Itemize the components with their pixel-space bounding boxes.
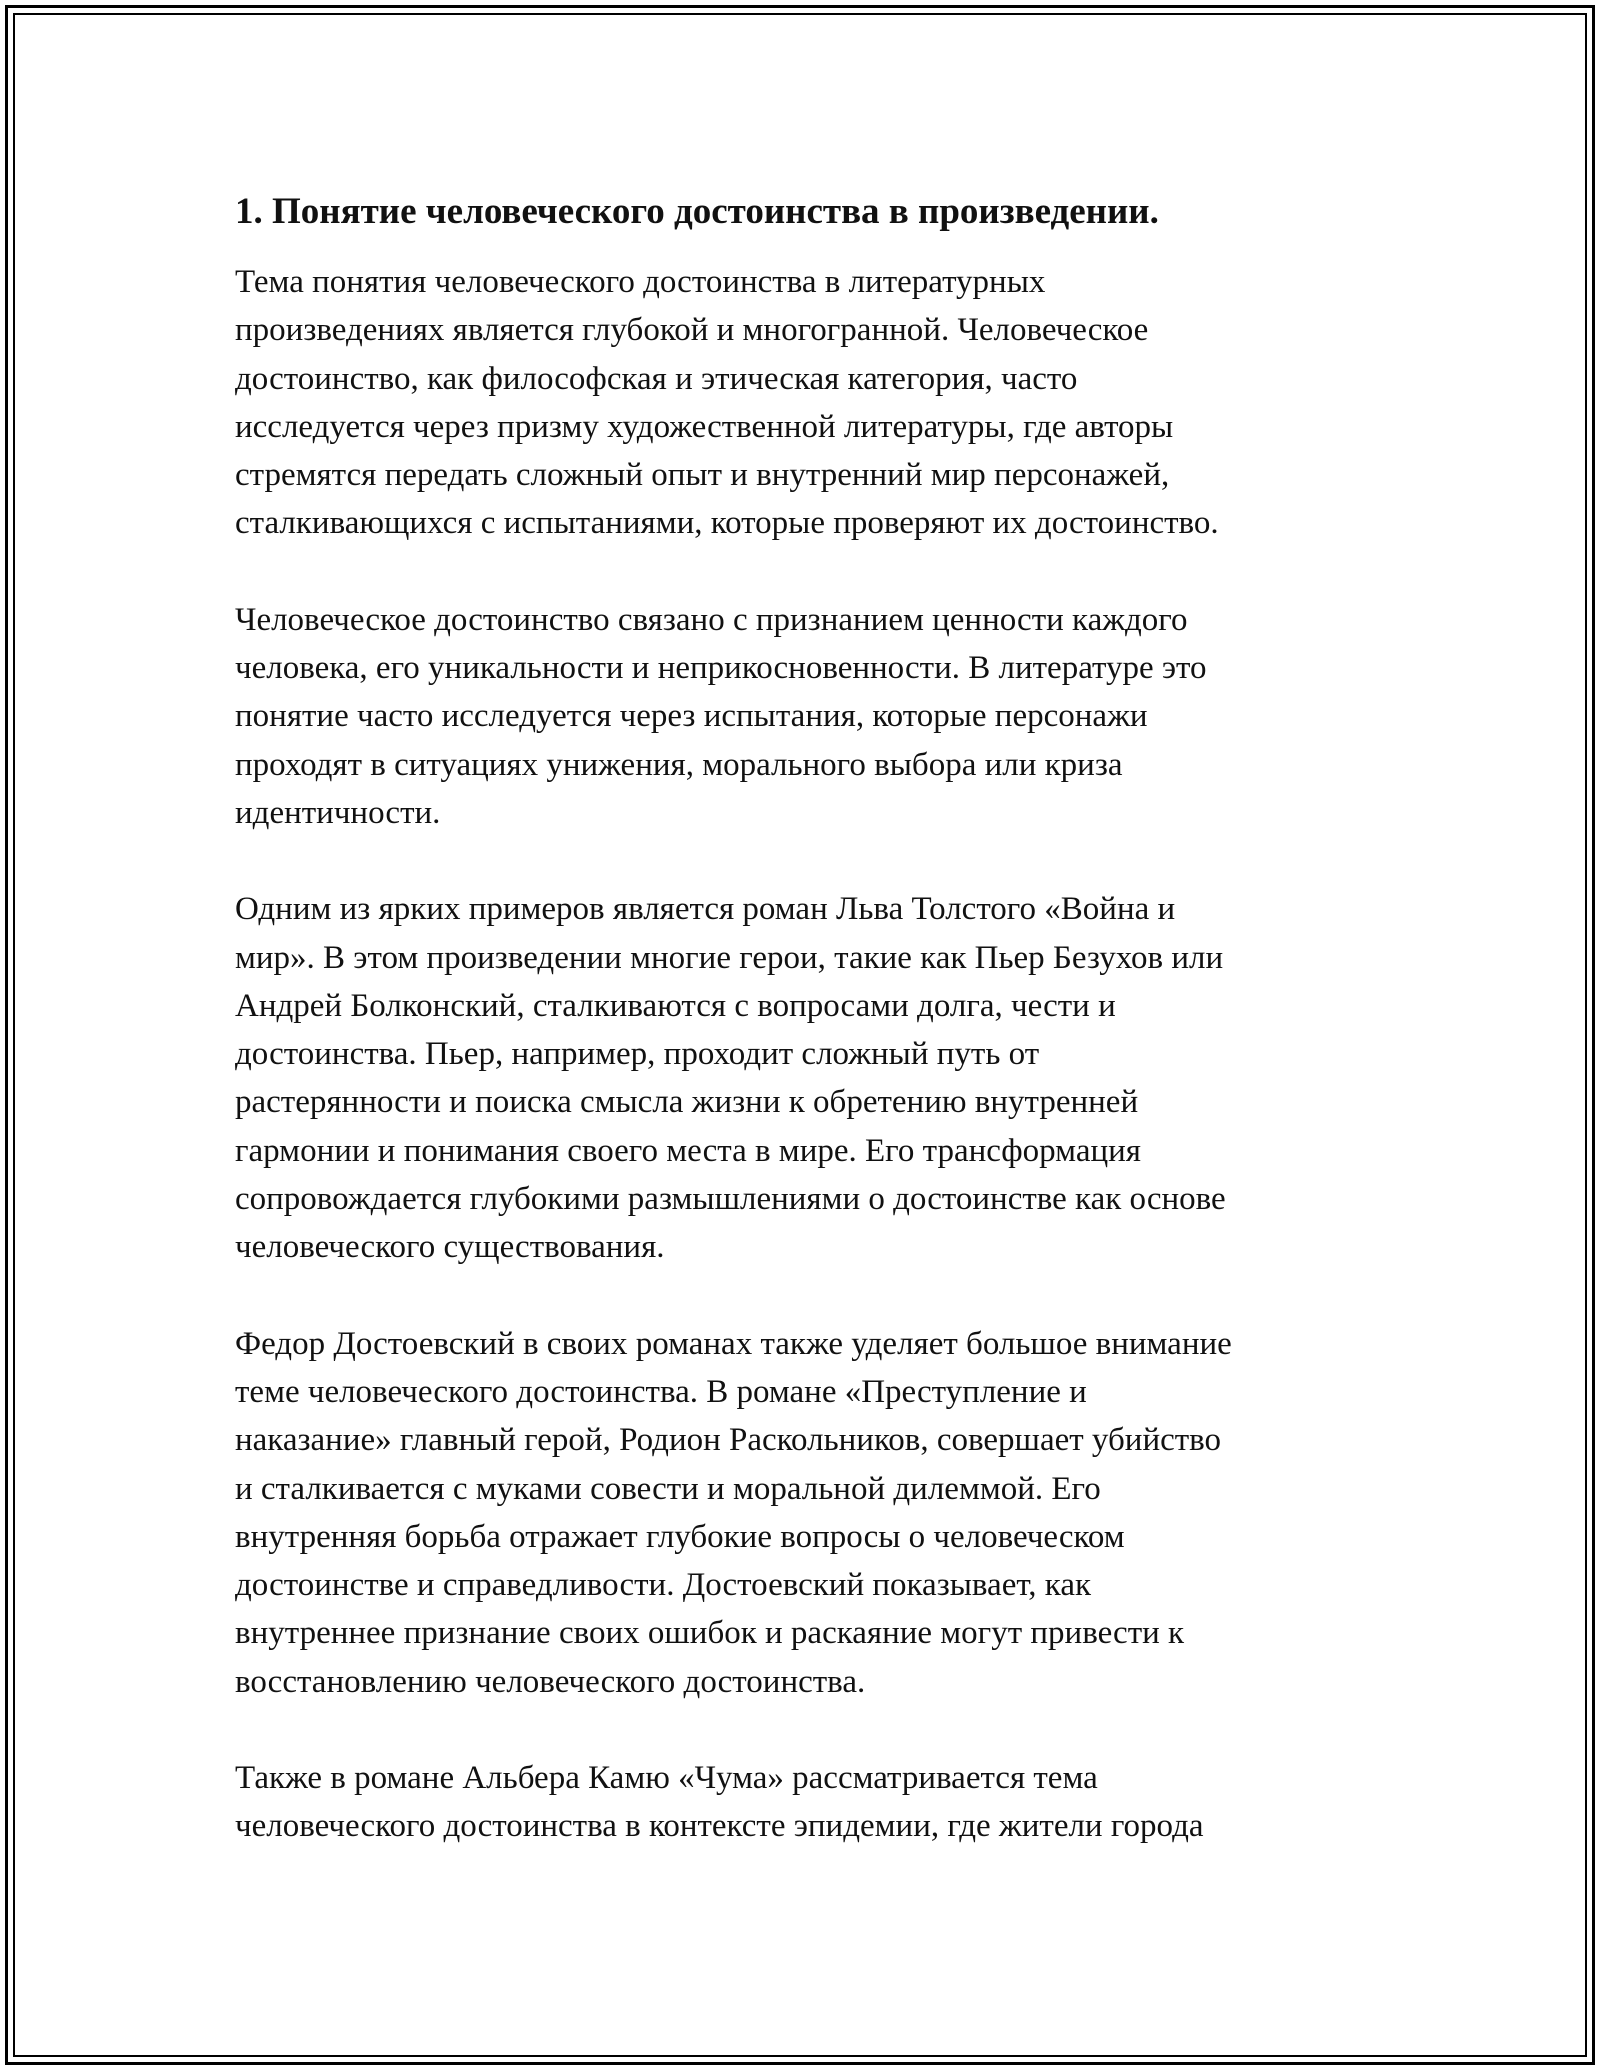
paragraph-line: Человеческое достоинство связано с признанием ценности каждого	[235, 601, 1188, 638]
paragraph-line: достоинства. Пьер, например, проходит сложный путь от	[235, 1036, 1040, 1073]
paragraph-line: Также в романе Альбера Камю «Чума» рассматривается тема	[235, 1760, 1098, 1797]
paragraph-line: Одним из ярких примеров является роман Льва Толстого «Война и	[235, 891, 1176, 928]
paragraph-line: достоинство, как философская и этическая категория, часто	[235, 360, 1078, 397]
paragraph-line: внутренняя борьба отражает глубокие вопросы о человеческом	[235, 1518, 1125, 1555]
paragraph-line: произведениях является глубокой и многогранной. Человеческое	[235, 312, 1149, 349]
paragraph-4	[235, 1320, 1365, 1706]
paragraph-line: наказание» главный герой, Родион Раскольников, совершает убийство	[235, 1422, 1222, 1459]
paragraph-line: идентичности.	[235, 794, 441, 831]
document-content	[235, 188, 1365, 1899]
paragraph-2	[235, 596, 1365, 837]
paragraph-line: человека, его уникальности и неприкосновенности. В литературе это	[235, 650, 1207, 687]
paragraph-line: и сталкивается с муками совести и моральной дилеммой. Его	[235, 1470, 1101, 1507]
paragraph-line: человеческого достоинства в контексте эпидемии, где жители города	[235, 1808, 1204, 1845]
paragraph-line: Тема понятия человеческого достоинства в литературных	[235, 264, 1046, 300]
paragraph-line: Андрей Болконский, сталкиваются с вопросами долга, чести и	[235, 987, 1116, 1024]
paragraph-line: восстановлению человеческого достоинства.	[235, 1663, 866, 1700]
paragraph-3	[235, 885, 1365, 1271]
paragraph-line: понятие часто исследуется через испытания, которые персонажи	[235, 698, 1148, 735]
paragraph-line: сопровождается глубокими размышлениями о достоинстве как основе	[235, 1181, 1226, 1218]
paragraph-line: растерянности и поиска смысла жизни к обретению внутренней	[235, 1084, 1139, 1121]
paragraph-line: человеческого существования.	[235, 1229, 665, 1266]
paragraph-line: теме человеческого достоинства. В романе «Преступление и	[235, 1373, 1087, 1410]
section-heading: 1. Понятие человеческого достоинства в произведении.	[235, 191, 1159, 232]
paragraph-line: гармонии и понимания своего места в мире. Его трансформация	[235, 1132, 1141, 1169]
paragraph-line: достоинстве и справедливости. Достоевский показывает, как	[235, 1567, 1092, 1604]
paragraph-line: стремятся передать сложный опыт и внутренний мир персонажей,	[235, 457, 1170, 494]
paragraph-line: исследуется через призму художественной литературы, где авторы	[235, 408, 1174, 445]
paragraph-line: Федор Достоевский в своих романах также уделяет большое внимание	[235, 1325, 1232, 1362]
paragraph-1	[235, 258, 1365, 548]
paragraph-5	[235, 1754, 1365, 1851]
paragraph-line: внутреннее признание своих ошибок и раскаяние могут привести к	[235, 1615, 1185, 1652]
paragraph-line: сталкивающихся с испытаниями, которые проверяют их достоинство.	[235, 505, 1219, 542]
paragraph-line: мир». В этом произведении многие герои, такие как Пьер Безухов или	[235, 939, 1224, 976]
paragraph-line: проходят в ситуациях унижения, морального выбора или криза	[235, 746, 1123, 783]
